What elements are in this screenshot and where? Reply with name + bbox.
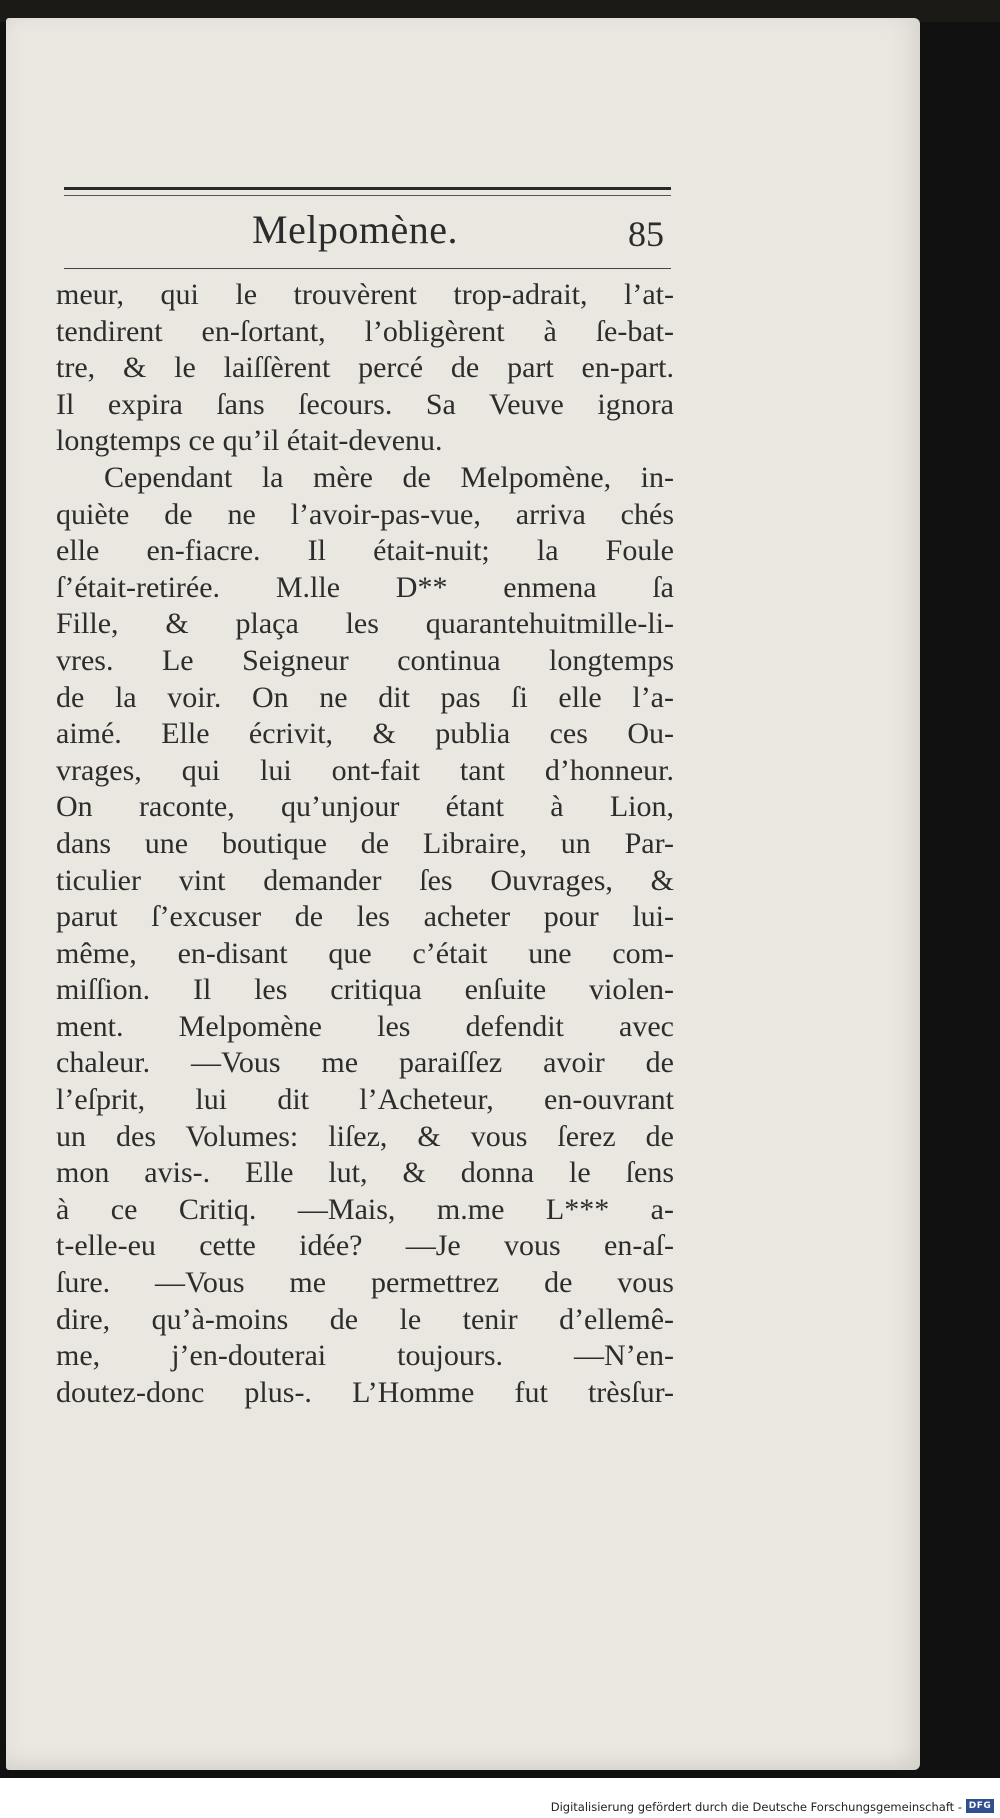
dfg-logo: DFG bbox=[966, 1799, 994, 1813]
text-line: doutez-donc plus-. L’Homme fut trèsſur- bbox=[56, 1375, 674, 1409]
text-line: quiète de ne l’avoir-pas-vue, arriva chés bbox=[56, 497, 674, 531]
header-rule-top-thin bbox=[64, 195, 671, 196]
text-line: Il expira ſans ſecours. Sa Veuve ignora bbox=[56, 387, 674, 421]
text-line: l’eſprit, lui dit l’Acheteur, en-ouvrant bbox=[56, 1083, 674, 1117]
text-line: vrages, qui lui ont-fait tant d’honneur. bbox=[56, 753, 674, 787]
page-number: 85 bbox=[628, 214, 664, 254]
header-rule-top bbox=[64, 187, 671, 190]
text-line: ſure. —Vous me permettrez de vous bbox=[56, 1266, 674, 1300]
text-line: ment. Melpomène les defendit avec bbox=[56, 1009, 674, 1043]
text-line: elle en-fiacre. Il était-nuit; la Foule bbox=[56, 534, 674, 568]
text-line: me, j’en-douterai toujours. —N’en- bbox=[56, 1339, 674, 1373]
text-line: chaleur. —Vous me paraiſſez avoir de bbox=[56, 1046, 674, 1080]
running-head-title: Melpomène. bbox=[252, 207, 459, 252]
text-line: un des Volumes: liſez, & vous ſerez de bbox=[56, 1119, 674, 1153]
text-line: aimé. Elle écrivit, & publia ces Ou- bbox=[56, 717, 674, 751]
text-line: miſſion. Il les critiqua enſuite violen- bbox=[56, 973, 674, 1007]
text-line: tre, & le laiſſèrent percé de part en-part. bbox=[56, 351, 674, 385]
text-line: longtemps ce qu’il était-devenu. bbox=[56, 424, 443, 458]
text-line: à ce Critiq. —Mais, m.me L*** a- bbox=[56, 1192, 674, 1226]
text-line: même, en-disant que c’était une com- bbox=[56, 936, 674, 970]
text-line: parut ſ’excuser de les acheter pour lui- bbox=[56, 900, 674, 934]
digitization-credit: Digitalisierung gefördert durch die Deutsche Forschungsgemeinschaft - bbox=[550, 1800, 962, 1814]
text-line: de la voir. On ne dit pas ſi elle l’a- bbox=[56, 680, 674, 714]
text-line: mon avis-. Elle lut, & donna le ſens bbox=[56, 1156, 674, 1190]
text-line: Fille, & plaça les quarantehuitmille-li- bbox=[56, 607, 674, 641]
text-line: Cependant la mère de Melpomène, in- bbox=[104, 460, 674, 494]
text-line: ticulier vint demander ſes Ouvrages, & bbox=[56, 863, 674, 897]
header-rule-bottom bbox=[64, 268, 671, 269]
text-line: meur, qui le trouvèrent trop-adrait, l’at- bbox=[56, 278, 674, 311]
text-line: vres. Le Seigneur continua longtemps bbox=[56, 643, 674, 677]
text-line: ſ’était-retirée. M.lle D** enmena ſa bbox=[56, 570, 674, 604]
text-line: t-elle-eu cette idée? —Je vous en-aſ- bbox=[56, 1229, 674, 1263]
text-line: dans une boutique de Libraire, un Par- bbox=[56, 826, 674, 860]
body-text bbox=[56, 277, 674, 1411]
text-line: dire, qu’à-moins de le tenir d’ellemê- bbox=[56, 1302, 674, 1336]
text-line: On raconte, qu’unjour étant à Lion, bbox=[56, 790, 674, 824]
text-line: tendirent en-ſortant, l’obligèrent à ſe-bat- bbox=[56, 314, 674, 348]
